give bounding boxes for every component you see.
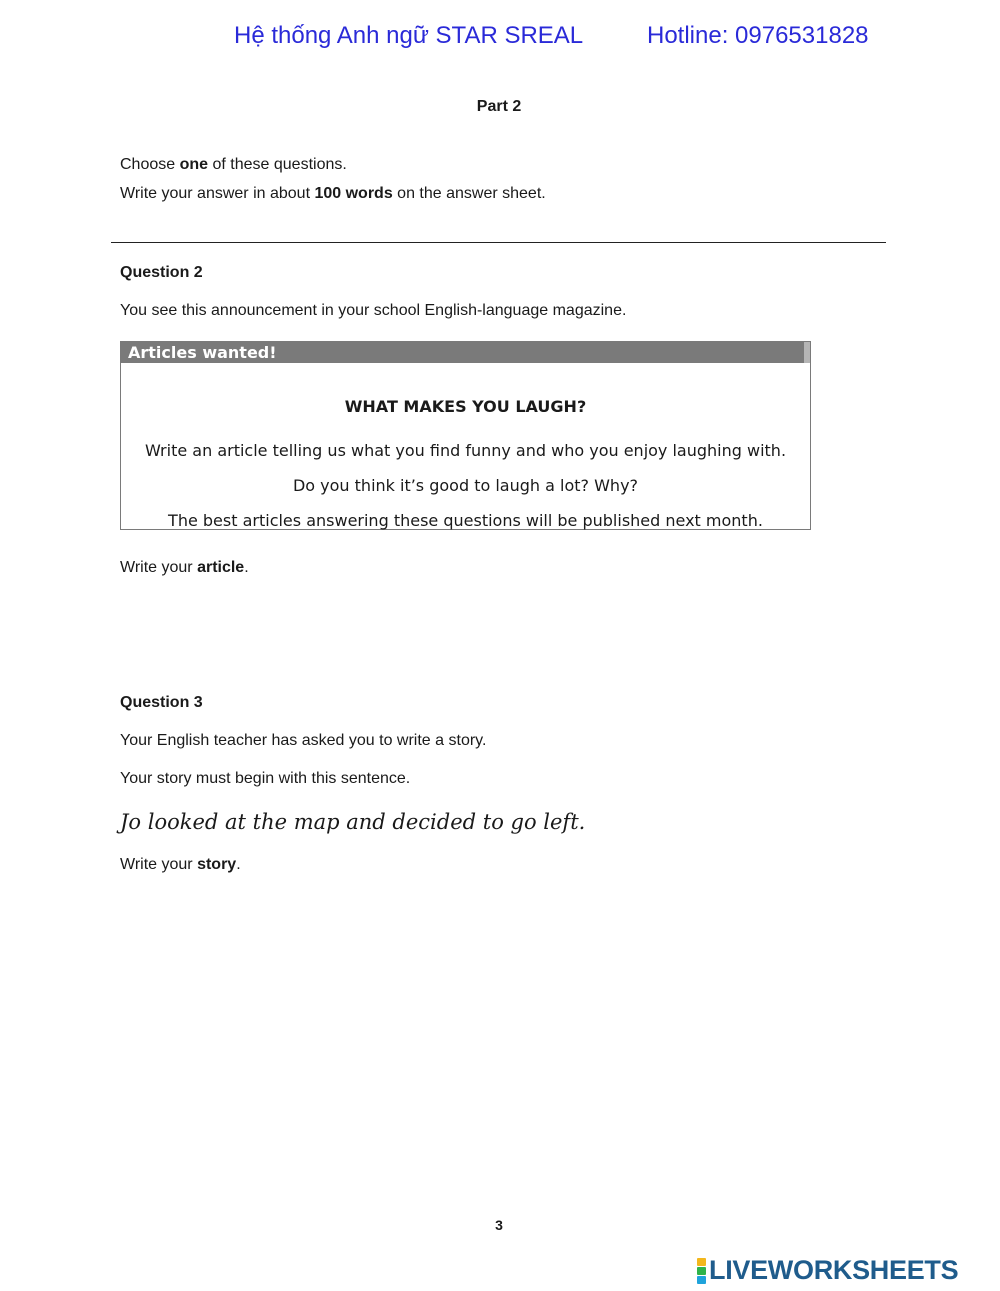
intro-line-2: Write your answer in about 100 words on the answer sheet. — [120, 185, 546, 202]
part-title: Part 2 — [476, 98, 522, 115]
announcement-header: Articles wanted! — [121, 342, 810, 363]
announcement-line-3: The best articles answering these questions will be published next month. — [168, 511, 763, 530]
announcement-header-tab — [804, 342, 810, 363]
intro-line-1: Choose one of these questions. — [120, 156, 347, 173]
section-divider — [111, 242, 886, 243]
center-name-header: Hệ thống Anh ngữ STAR SREAL — [234, 22, 584, 49]
question-3-line-2: Your story must begin with this sentence. — [120, 770, 411, 787]
page-number: 3 — [495, 1217, 503, 1233]
story-opening-sentence: Jo looked at the map and decided to go left. — [120, 810, 586, 834]
announcement-line-2: Do you think it’s good to laugh a lot? Why? — [292, 476, 639, 495]
logo-block-icon — [697, 1267, 706, 1275]
announcement-box — [120, 341, 811, 530]
logo-block-icon — [697, 1276, 706, 1284]
question-2-context: You see this announcement in your school English-language magazine. — [120, 302, 627, 319]
hotline-header: Hotline: 0976531828 — [647, 22, 869, 49]
question-3-line-1: Your English teacher has asked you to write a story. — [120, 732, 487, 749]
liveworksheets-logo — [697, 1255, 958, 1286]
question-3-instruction: Write your story. — [120, 856, 241, 873]
question-2-instruction: Write your article. — [120, 559, 249, 576]
logo-blocks-icon — [697, 1258, 706, 1284]
logo-text: LIVEWORKSHEETS — [709, 1255, 959, 1285]
question-3-title: Question 3 — [120, 694, 203, 711]
announcement-title: WHAT MAKES YOU LAUGH? — [344, 397, 587, 416]
question-2-title: Question 2 — [120, 264, 203, 281]
announcement-line-1: Write an article telling us what you find funny and who you enjoy laughing with. — [144, 441, 787, 460]
logo-block-icon — [697, 1258, 706, 1266]
